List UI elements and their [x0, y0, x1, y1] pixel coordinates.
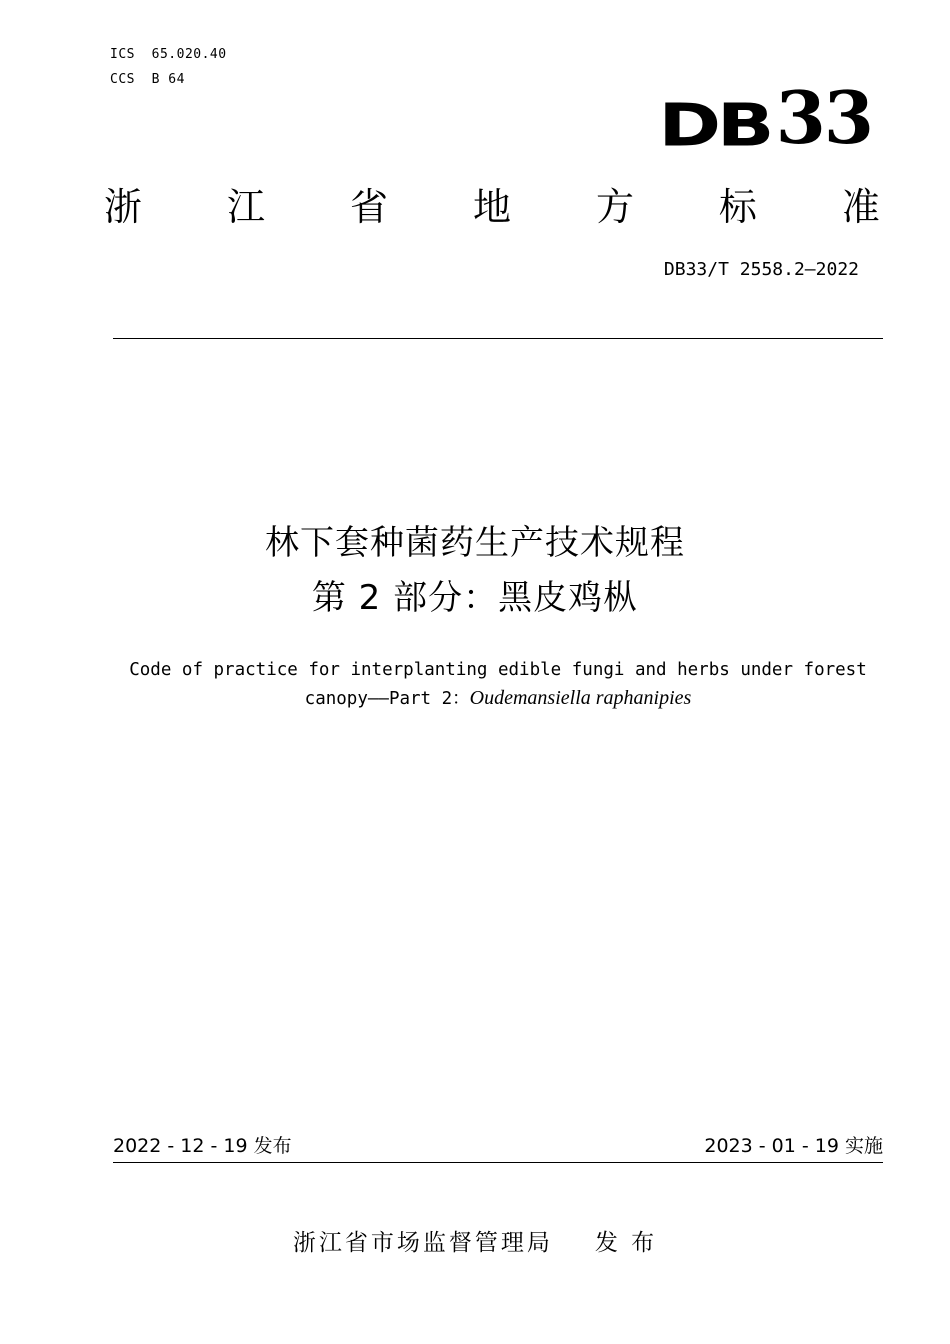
standard-type-char: 浙 — [104, 185, 143, 229]
standard-number: DB33/T 2558.2—2022 — [663, 259, 859, 280]
issuer-name: 浙江省市场监督管理局 — [292, 1230, 553, 1256]
db33-logo — [658, 75, 872, 160]
standard-type-char: 江 — [226, 185, 265, 229]
standard-type-heading — [104, 183, 880, 231]
standard-type-char: 省 — [349, 185, 388, 229]
implementation-date: 2023 - 01 - 19 实施 — [704, 1135, 883, 1157]
standard-type-char: 标 — [718, 185, 757, 229]
species-name: Oudemansiella raphanipies — [469, 687, 692, 709]
logo-number: 33 — [775, 75, 872, 160]
standard-type-char: 方 — [595, 185, 634, 229]
bottom-divider — [113, 1162, 883, 1163]
standard-type-char: 准 — [841, 185, 880, 229]
ics-code: ICS 65.020.40 — [110, 47, 227, 62]
logo-letters: DB — [658, 90, 771, 160]
standard-type-char: 地 — [472, 185, 511, 229]
ccs-code: CCS B 64 — [110, 72, 185, 87]
title-english-prefix: canopy——Part 2： — [304, 689, 470, 709]
title-chinese-line-1: 林下套种菌药生产技术规程 — [265, 523, 685, 563]
title-english-line-1: Code of practice for interplanting edible fungi and herbs under forest — [129, 660, 867, 680]
issuer-action: 发 布 — [594, 1230, 658, 1256]
issuer-line — [0, 1224, 950, 1257]
issue-date: 2022 - 12 - 19 发布 — [113, 1135, 292, 1157]
title-english-line-2 — [0, 684, 950, 713]
title-chinese-line-2: 第 2 部分：黑皮鸡枞 — [311, 578, 639, 618]
top-divider — [113, 338, 883, 339]
